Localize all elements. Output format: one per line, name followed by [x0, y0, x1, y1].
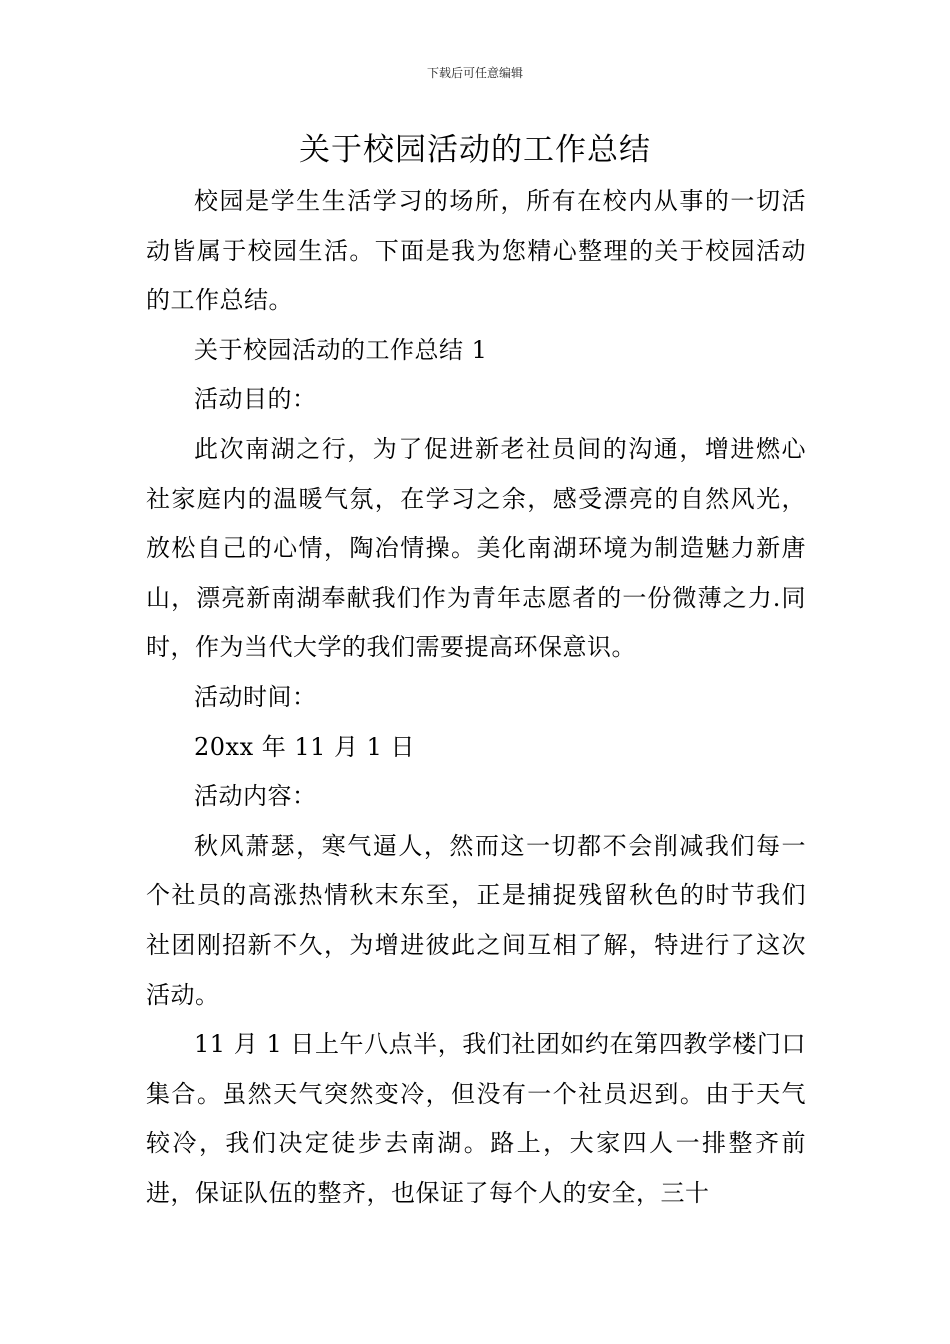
label-activity-purpose: 活动目的： [194, 385, 317, 414]
label-activity-time: 活动时间： [194, 682, 317, 711]
paragraph-content-1: 秋风萧瑟，寒气逼人，然而这一切都不会削减我们每一个社员的高涨热情秋末东至，正是捕捉残留秋色的时节我们社团刚招新不久，为增进彼此之间互相了解，特进行了这次活动。 [146, 831, 806, 1009]
paragraph-content-2: 11 月 1 日上午八点半，我们社团如约在第四教学楼门口集合。虽然天气突然变冷，但没有一个社员迟到。由于天气较冷，我们决定徒步去南湖。路上，大家四人一排整齐前进，保证队伍的整齐，也保证了每个人的安全，三十 [146, 1030, 806, 1207]
section-heading: 关于校园活动的工作总结 1 [194, 335, 488, 364]
paragraph-intro: 校园是学生生活学习的场所，所有在校内从事的一切活动皆属于校园生活。下面是我为您精心整理的关于校园活动的工作总结。 [146, 187, 806, 315]
document-body [146, 177, 806, 1218]
document-title: 关于校园活动的工作总结 [299, 132, 651, 168]
label-activity-content: 活动内容： [194, 782, 317, 811]
header-note: 下载后可任意编辑 [426, 66, 523, 80]
activity-date: 20xx 年 11 月 1 日 [194, 732, 416, 761]
paragraph-purpose: 此次南湖之行，为了促进新老社员间的沟通，增进燃心社家庭内的温暖气氛，在学习之余，感受漂亮的自然风光，放松自己的心情，陶冶情操。美化南湖环境为制造魅力新唐山，漂亮新南湖奉献我们作为青年志愿者的一份微薄之力.同时，作为当代大学的我们需要提高环保意识。 [146, 434, 806, 662]
